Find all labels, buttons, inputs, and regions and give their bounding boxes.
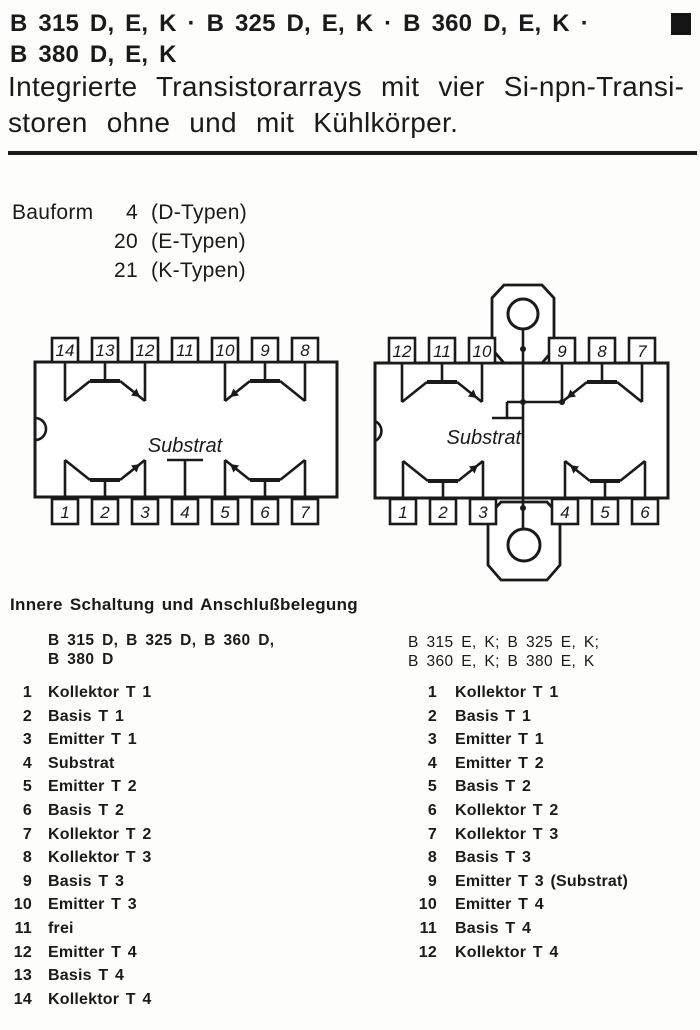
pin-row <box>8 681 348 705</box>
pin-number: 11 <box>433 342 451 361</box>
pin-number: 12 <box>135 341 155 360</box>
pin-row <box>415 870 695 894</box>
bauform-row <box>112 256 247 285</box>
pin-number: 11 <box>14 919 32 937</box>
pin-function: Emitter T 3 (Substrat) <box>455 872 629 890</box>
bauform-type: (K-Typen) <box>151 259 246 282</box>
pin-number: 12 <box>392 342 412 361</box>
pin-function: Kollektor T 2 <box>48 825 152 843</box>
junction-dot <box>520 399 526 405</box>
pin-row <box>8 964 348 988</box>
page-title <box>10 8 660 70</box>
pin-number: 1 <box>398 503 408 522</box>
pin-number: 7 <box>637 342 647 361</box>
bauform-number: 20 <box>114 230 138 253</box>
pinout-left-header <box>48 631 275 669</box>
pin-number: 13 <box>95 341 115 360</box>
pinout-right-header-line2: B 360 E, K; B 380 E, K <box>408 653 595 670</box>
bauform-type: (E-Typen) <box>151 230 246 253</box>
bauform-row <box>112 198 247 227</box>
pin-function: Emitter T 2 <box>48 778 137 796</box>
bauform-number: 4 <box>126 201 138 224</box>
pin-row <box>415 846 695 870</box>
pin-number: 3 <box>478 503 488 522</box>
pin-row <box>8 752 348 776</box>
pin-row <box>8 705 348 729</box>
pin-number: 5 <box>220 503 230 522</box>
pin-function: Kollektor T 1 <box>455 684 559 701</box>
pin-number: 9 <box>427 872 437 890</box>
pin-row <box>8 941 348 965</box>
heatsink-package-diagram <box>373 283 673 588</box>
pin-row <box>415 728 695 752</box>
pin-function: Basis T 2 <box>48 801 125 819</box>
bottom-mounting-hole <box>508 529 540 561</box>
pin-number: 4 <box>560 503 570 522</box>
pin-function: frei <box>48 919 74 937</box>
pin-row <box>415 799 695 823</box>
pin-row <box>415 681 695 705</box>
bauform-type: (D-Typen) <box>151 201 248 224</box>
title-line-1: B 315 D, E, K · B 325 D, E, K · B 360 D, E, K · <box>10 10 589 37</box>
pin-number: 9 <box>22 872 32 890</box>
pin-number: 6 <box>640 503 650 522</box>
pinout-left-header-line2: B 380 D <box>48 651 114 668</box>
pin-number: 2 <box>22 707 32 725</box>
pin-function: Basis T 1 <box>48 707 125 725</box>
pin-number: 6 <box>260 503 270 522</box>
pin-number: 14 <box>13 990 32 1008</box>
junction-dot <box>520 346 526 352</box>
pin-row <box>8 893 348 917</box>
pin-number: 3 <box>22 731 32 749</box>
bauform-table <box>112 198 247 285</box>
pin-function: Basis T 2 <box>455 778 532 796</box>
title-line-2: B 380 D, E, K <box>10 41 177 68</box>
pin-function: Basis T 4 <box>455 919 532 937</box>
pin-number: 11 <box>419 919 437 937</box>
pin-row <box>415 823 695 847</box>
page-subtitle <box>8 69 700 141</box>
pin-number: 14 <box>55 341 75 360</box>
bauform-label: Bauform <box>12 201 94 224</box>
pin-function: Substrat <box>48 754 115 772</box>
pin-number: 1 <box>427 684 437 701</box>
pin-number: 2 <box>427 707 437 725</box>
pin-number: 7 <box>427 825 437 843</box>
pin-number: 5 <box>600 503 610 522</box>
pin-function: Basis T 3 <box>48 872 125 890</box>
pin-number: 4 <box>22 754 32 772</box>
pin-row <box>415 775 695 799</box>
pin-function: Emitter T 3 <box>48 896 137 914</box>
pin-row <box>8 846 348 870</box>
pin-number: 3 <box>427 731 437 749</box>
pin-row <box>8 728 348 752</box>
pin-number: 5 <box>427 778 437 796</box>
pin-number: 8 <box>300 341 310 360</box>
pin-number: 8 <box>597 342 607 361</box>
pinout-heading: Innere Schaltung und Anschlußbelegung <box>10 595 358 614</box>
pin-row <box>8 870 348 894</box>
pin-function: Kollektor T 2 <box>455 801 559 819</box>
divider-rule <box>8 151 697 155</box>
pin-number: 11 <box>176 341 194 360</box>
pin-function: Emitter T 1 <box>48 731 137 749</box>
junction-dot <box>520 505 526 511</box>
dip14-package-diagram <box>28 336 346 536</box>
subtitle-line-2: storen ohne und mit Kühlkörper. <box>8 107 459 138</box>
corner-marker-square <box>671 13 691 35</box>
pin-row <box>415 893 695 917</box>
pin-function: Basis T 4 <box>48 967 125 985</box>
pin-number: 8 <box>427 849 437 867</box>
pin-row <box>8 775 348 799</box>
pinout-right-header <box>408 633 599 671</box>
pin-function: Kollektor T 4 <box>48 990 152 1008</box>
pin-number: 2 <box>438 503 448 522</box>
pin-number: 7 <box>300 503 310 522</box>
pin-function: Basis T 1 <box>455 707 532 725</box>
pin-row <box>415 941 695 965</box>
pin-number: 12 <box>13 943 32 961</box>
subtitle-line-1: Integrierte Transistorarrays mit vier Si-npn-Transi- <box>8 71 685 102</box>
pin-function: Emitter T 4 <box>48 943 137 961</box>
pin-row <box>8 917 348 941</box>
pin-number: 9 <box>260 341 270 360</box>
pin-row <box>415 705 695 729</box>
pinout-left-header-line1: B 315 D, B 325 D, B 360 D, <box>48 632 275 649</box>
pin-number: 4 <box>427 754 437 772</box>
pin-number: 4 <box>180 503 190 522</box>
top-mounting-hole <box>508 299 538 329</box>
pin-number: 10 <box>418 896 437 914</box>
pin-function: Emitter T 1 <box>455 731 544 749</box>
substrate-label: Substrat <box>147 435 223 457</box>
pin-function: Kollektor T 3 <box>48 849 152 867</box>
pin-row <box>8 823 348 847</box>
pinout-right-header-line1: B 315 E, K; B 325 E, K; <box>408 634 600 651</box>
pinout-list-d-types <box>8 681 348 1011</box>
pin-row <box>415 917 695 941</box>
pin-number: 7 <box>22 825 32 843</box>
pin-function: Kollektor T 4 <box>455 943 559 961</box>
pin-number: 9 <box>557 342 567 361</box>
pin-number: 10 <box>472 342 492 361</box>
pin-number: 2 <box>100 503 110 522</box>
pin-number: 1 <box>22 684 32 701</box>
pin-row <box>415 752 695 776</box>
pin-number: 6 <box>427 801 437 819</box>
pin-number: 10 <box>13 896 32 914</box>
pin-number: 12 <box>418 943 437 961</box>
pin-number: 6 <box>22 801 32 819</box>
bauform-row <box>112 227 247 256</box>
pin-function: Kollektor T 3 <box>455 825 559 843</box>
pin-row <box>8 799 348 823</box>
pin-number: 3 <box>140 503 150 522</box>
pin-number: 5 <box>22 778 32 796</box>
pin-row <box>8 988 348 1012</box>
pin-function: Kollektor T 1 <box>48 684 152 701</box>
pin-number: 1 <box>60 503 70 522</box>
pinout-list-ek-types <box>415 681 695 964</box>
pin-number: 8 <box>22 849 32 867</box>
pin-number: 13 <box>13 967 32 985</box>
substrate-label: Substrat <box>446 427 521 449</box>
bauform-number: 21 <box>114 259 138 282</box>
pin-function: Basis T 3 <box>455 849 532 867</box>
pin-function: Emitter T 4 <box>455 896 544 914</box>
pin-number: 10 <box>215 341 235 360</box>
pin-function: Emitter T 2 <box>455 754 544 772</box>
